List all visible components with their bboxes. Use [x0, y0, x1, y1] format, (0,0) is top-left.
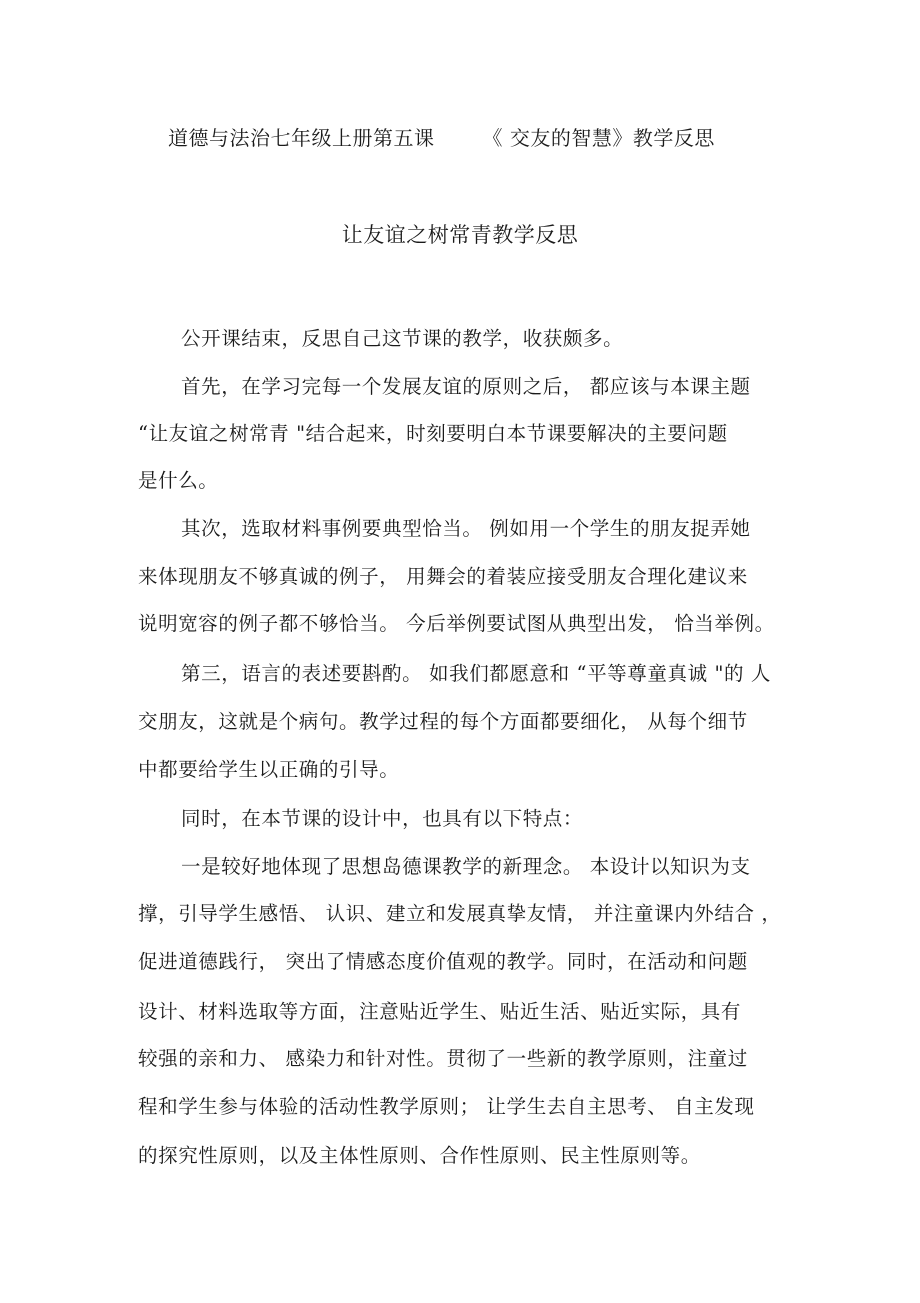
document-title: [168, 122, 715, 151]
paragraph-line: 首先，在学习完每一个发展友谊的原则之后， 都应该与本课主题: [181, 375, 751, 398]
paragraph-line: 撑，引导学生感悟、 认识、建立和发展真挚友情， 并注童课内外结合 ，: [138, 902, 782, 925]
title-part-lesson: 《 交友的智慧》教学反思: [482, 126, 715, 150]
paragraph-line: 来体现朋友不够真诚的例子， 用舞会的着装应接受朋友合理化建议来: [138, 565, 748, 588]
title-part-course: 道德与法治七年级上册第五课: [168, 126, 435, 150]
paragraph-line: 交朋友，这就是个病句。教学过程的每个方面都要细化， 从每个细节: [138, 710, 748, 733]
paragraph-line: 的探究性原则，以及主体性原则、合作性原则、民主性原则等。: [138, 1144, 701, 1167]
document-subtitle: 让友谊之树常青教学反思: [341, 223, 579, 247]
paragraph-line: 促进道德践行， 突出了情感态度价值观的教学。同时，在活动和问题: [138, 950, 748, 973]
paragraph-line: 中都要给学生以正确的引导。: [138, 758, 400, 781]
paragraph-line: 说明宽容的例子都不够恰当。 今后举例要试图从典型出发， 恰当举例。: [138, 612, 775, 635]
paragraph-line: 公开课结束，反思自己这节课的教学，收获颇多。: [181, 327, 624, 350]
paragraph-line: 较强的亲和力、 感染力和针对性。贯彻了一些新的教学原则，注童过: [138, 1047, 748, 1070]
paragraph-line: 第三，语言的表述要斟酌。 如我们都愿意和 “平等尊童真诚 "的 人: [181, 662, 772, 685]
paragraph-line: 设计、材料选取等方面，注意贴近学生、贴近生活、贴近实际，具有: [138, 1000, 742, 1023]
paragraph-line: 一是较好地体现了思想岛德课教学的新理念。 本设计以知识为支: [181, 855, 751, 878]
paragraph-line: 其次，选取材料事例要典型恰当。 例如用一个学生的朋友捉弄她: [181, 517, 751, 540]
paragraph-line: 同时，在本节课的设计中，也具有以下特点：: [181, 807, 584, 830]
paragraph-line: “让友谊之树常青 "结合起来，时刻要明白本节课要解决的主要问题: [138, 422, 728, 445]
paragraph-line: 程和学生参与体验的活动性教学原则； 让学生去自主思考、 自主发现: [138, 1095, 755, 1118]
paragraph-line: 是什么。: [138, 469, 219, 492]
